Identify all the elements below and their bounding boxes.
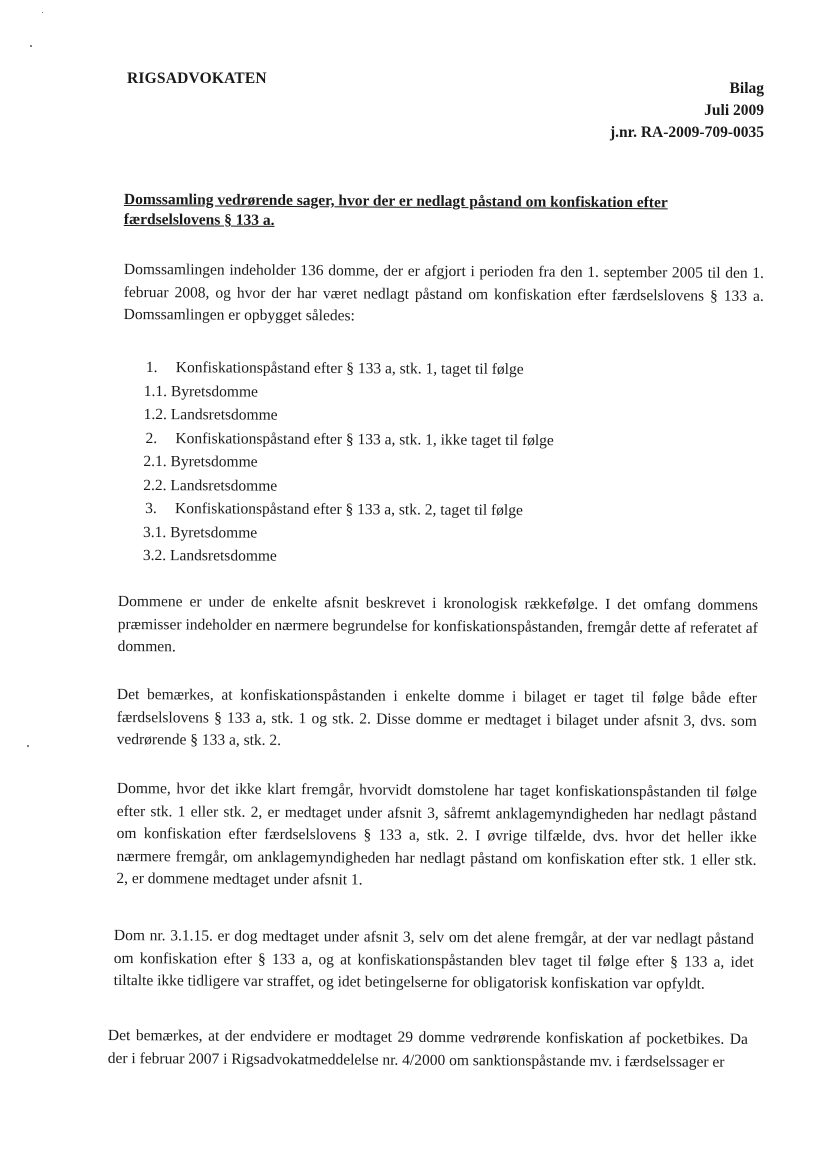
outline-item: [143, 497, 553, 523]
outline-number: 2.: [145, 429, 158, 447]
outline-number: 2.1.: [143, 452, 167, 471]
outline-item: [144, 379, 554, 405]
outline-number: 3.1.: [143, 523, 167, 541]
body-paragraph: Dommene er under de enkelte afsnit beskrevet i kronologisk rækkefølge. I det omfang dommens præmisser indeholder en nærmere begrundelse for konfiskationspåstanden, fremgår dette af referatet af dommen.: [117, 592, 758, 656]
outline-text: Byretsdomme: [170, 382, 258, 401]
outline-item: [143, 520, 553, 546]
outline-text: Landsretsdomme: [170, 547, 277, 565]
outline-text: Byretsdomme: [170, 453, 258, 471]
outline-item: [143, 473, 553, 499]
document-date: Juli 2009: [704, 102, 764, 119]
outline-text: Konfiskationspåstand efter § 133 a, stk. 1, taget til følge: [175, 359, 524, 378]
outline-text: Konfiskationspåstand efter § 133 a, stk. 1, ikke taget til følge: [175, 429, 554, 449]
organization-name: RIGSADVOKATEN: [127, 70, 267, 87]
outline-text: Byretsdomme: [170, 523, 258, 542]
document-title: Domssamling vedrørende sager, hvor der er nedlagt påstand om konfiskation efter færdselslovens § 133 a.: [123, 190, 668, 229]
outline-item: [143, 450, 553, 476]
outline-number: 1.2.: [143, 405, 167, 424]
outline-number: 2.2.: [143, 476, 167, 494]
scan-speck: [42, 12, 43, 13]
outline-item: [144, 426, 554, 452]
outline-text: Landsretsdomme: [170, 476, 278, 495]
outline-item: [144, 356, 554, 382]
body-paragraph: Det bemærkes, at konfiskationspåstanden i enkelte domme i bilaget er taget til følge både efter færdselslovens § 133 a, stk. 1 og stk. 2. Disse domme er medtaget i bilaget under afsnit 3, dvs. som vedrørende § 133 a, stk. 2.: [116, 685, 757, 750]
body-paragraph: Domme, hvor det ikke klart fremgår, hvorvidt domstolene har taget konfiskationspåstanden til følge efter stk. 1 eller stk. 2, er medtaget under afsnit 3, såfremt anklagemyndigheden har nedlagt påstand om konfiskation efter færdselslovens § 133 a, stk. 2. I øvrige tilfælde, dvs. hvor det heller ikke nærmere fremgår, om anklagemyndigheden har nedlagt påstand om konfiskation efter stk. 1 eller stk. 2, er dommene medtaget under afsnit 1.: [116, 779, 757, 889]
scan-speck: [27, 745, 29, 747]
outline-number: 3.2.: [142, 546, 167, 565]
outline-number: 3.: [145, 500, 157, 518]
outline-item: [143, 544, 553, 570]
journal-number: j.nr. RA-2009-709-0035: [610, 124, 764, 141]
outline-number: 1.: [145, 359, 158, 377]
header-meta: [610, 78, 764, 144]
outline-number: 1.1.: [143, 382, 168, 400]
outline-list: [143, 356, 554, 570]
annex-label: Bilag: [729, 80, 764, 97]
outline-text: Konfiskationspåstand efter § 133 a, stk. 2, taget til følge: [175, 500, 523, 519]
body-paragraph: Dom nr. 3.1.15. er dog medtaget under afsnit 3, selv om det alene fremgår, at der var nedlagt påstand om konfiskation efter § 133 a, og at konfiskationspåstanden blev taget til følge efter § 133 a, idet tiltalte ikke tidligere var straffet, og idet betingelserne for obligatorisk konfiskation var opfyldt.: [113, 926, 754, 993]
outline-text: Landsretsdomme: [170, 406, 278, 424]
body-paragraph: Det bemærkes, at der endvidere er modtaget 29 domme vedrørende konfiskation af pocketbikes. Da der i februar 2007 i Rigsadvokatmeddelelse nr. 4/2000 om sanktionspåstande mv. i færdselssager er: [107, 1027, 748, 1071]
outline-item: [144, 403, 554, 429]
intro-paragraph: Domssamlingen indeholder 136 domme, der er afgjort i perioden fra den 1. september 2005 til den 1. februar 2008, og hvor der har været nedlagt påstand om konfiskation efter færdselslovens § 133 a. Domssamlingen er opbygget således:: [123, 260, 764, 325]
scan-speck: [30, 45, 32, 47]
